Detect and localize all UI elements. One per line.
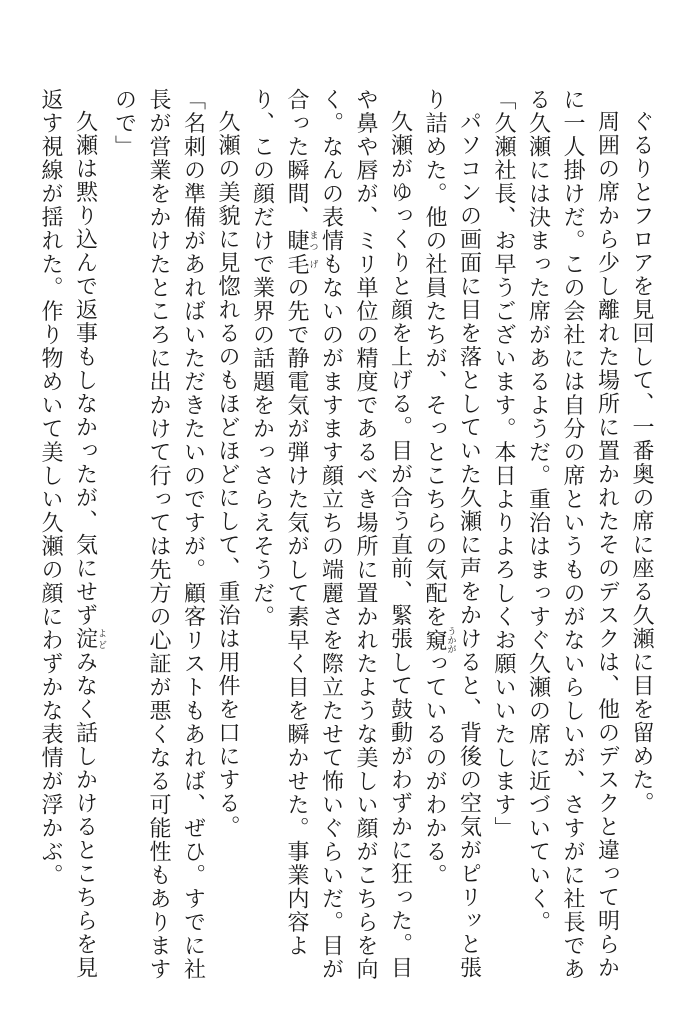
ruby-annotation [422,626,456,654]
text-run: 「名刺の準備があればいただきたいのですが。顧客リストもあれば、ぜひ。すでに社長が営業をかけたところに出かけて行っては先方の心証が悪くなる可能性もありますので」 [111,88,206,981]
narration-paragraph [33,88,107,988]
ruby-reading: よど [96,627,106,651]
ruby-reading: げ [307,252,318,276]
text-run: 久瀬は黙り込んで返事もしなかったが、気にせず [72,110,98,627]
ruby-base: 窺 [422,626,447,654]
text-run: 周囲の席から少し離れた場所に置かれたそのデスクは、他のデスクと違って明らかに一人掛けだ。この会社には自分の席というものがないらしいが、さすがに社長である久瀬には決まった席があるようだ。重治はまっすぐ久瀬の席に近づいていく。 [525,88,620,981]
text-run: 久瀬がゆっくりと顔を上げる。目が合う直前、緊張して鼓動がわずかに狂った。目や鼻や唇が、ミリ単位の精度であるべき場所に置かれたような美しい顔がこちらを向く。なんの表情もないのがますます顔立ちの端麗さを際立たせて怖いぐらいだ。目が合った瞬間、 [284,88,413,981]
ruby-base: 睫 [284,229,309,253]
ruby-reading: うかが [445,626,456,654]
ruby-base: 毛 [284,252,309,276]
ruby-annotation [284,229,318,253]
text-run: みなく話しかけるとこちらを見返す視線が揺れた。作り物めいて美しい久瀬の顔にわずかな表情が浮かぶ。 [38,88,98,980]
dialogue-paragraph [106,88,210,988]
narration-paragraph [417,88,486,988]
narration-paragraph [520,88,624,988]
dialogue-paragraph [486,88,521,988]
text-run: っているのがわかる。 [422,652,447,887]
text-run: 「久瀬社長、お早うございます。本日よりよろしくお願いいたします」 [491,88,516,840]
narration-paragraph [624,88,659,988]
text-run: ぐるりとフロアを見回して、一番奥の席に座る久瀬に目を留めた。 [629,110,654,815]
ruby-annotation [284,252,318,277]
text-run: 久瀬の美貌に見惚れるのもほどほどにして、重治は用件を口にする。 [215,110,240,839]
ruby-annotation [72,627,106,651]
narration-paragraph [210,88,245,988]
text-run: の先で静電気が弾けた気がして素早く目を瞬かせた。事業内容より、この顔だけで業界の話題をかっさらえそうだ。 [249,88,309,958]
ruby-base: 淀 [72,627,98,651]
text-run: パソコンの画面に目を落としていた久瀬に声をかけると、背後の空気がピリッと張り詰めた。他の社員たちが、そっとこちらの気配を [422,88,482,980]
vertical-text-body [38,88,658,988]
narration-paragraph [244,88,417,988]
ruby-reading: まつ [307,229,318,253]
